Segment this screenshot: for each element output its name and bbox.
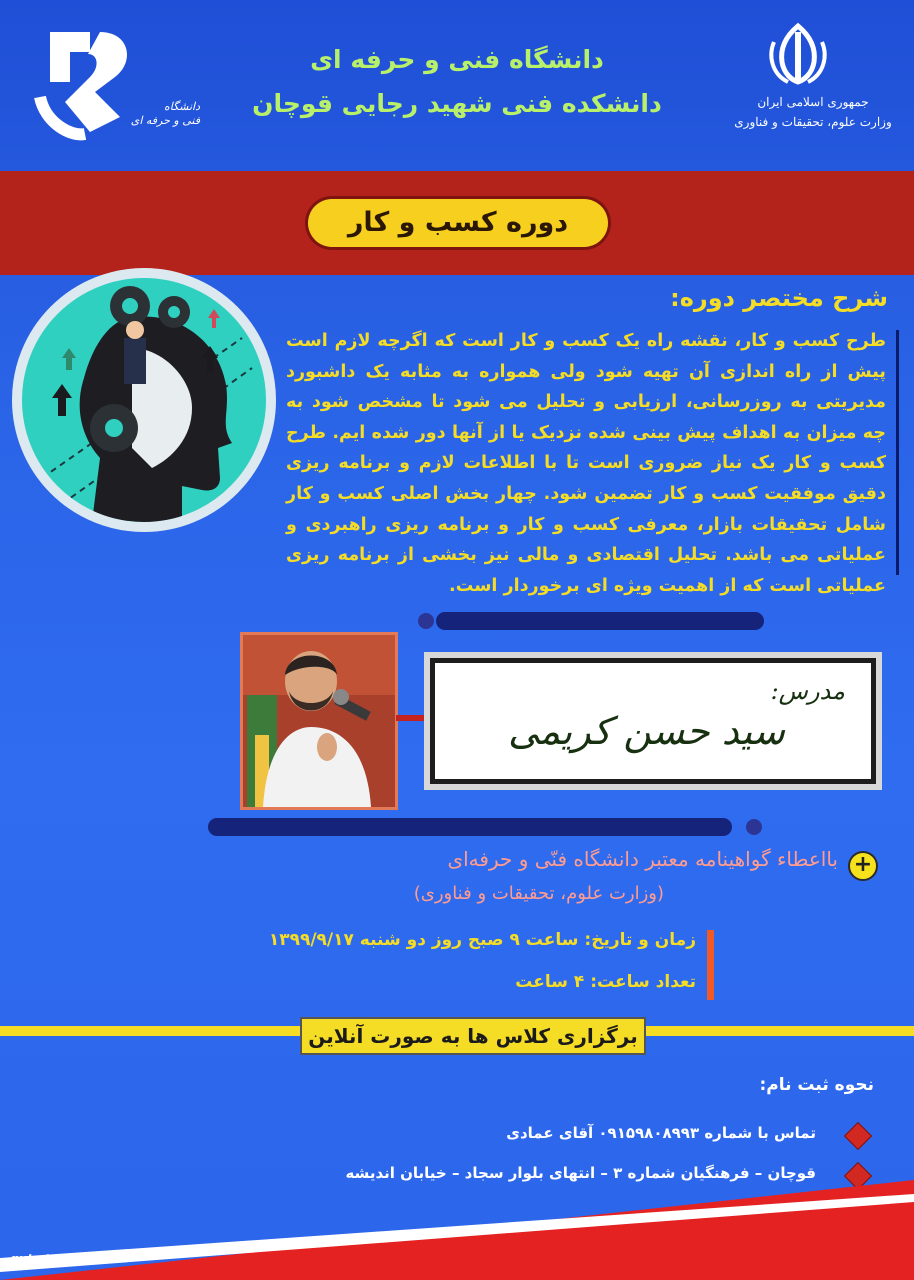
divider-bar-bottom — [208, 818, 732, 836]
teacher-label: مدرس: — [770, 677, 845, 705]
divider-cap-right — [746, 819, 762, 835]
registration-title: نحوه ثبت نام: — [759, 1075, 874, 1095]
online-notice: برگزاری کلاس ها به صورت آنلاین — [308, 1024, 638, 1048]
course-title: دوره کسب و کار — [308, 199, 608, 247]
header-titles — [250, 38, 664, 126]
tvu-line1: دانشگاه — [163, 100, 200, 113]
teacher-name: سید حسن کریمی — [507, 709, 785, 753]
teacher-card — [430, 658, 876, 784]
description-title: شرح مختصر دوره: — [670, 284, 888, 312]
tvu-line2: فنی و حرفه ای — [130, 114, 200, 127]
tvu-text — [100, 100, 200, 128]
certificate-sub: (وزارت علوم، تحقیقات و فناوری) — [413, 883, 664, 904]
teacher-photo-image — [243, 635, 395, 807]
college-title: دانشکده فنی شهید رجایی قوچان — [252, 89, 662, 118]
bullet-diamond-icon — [844, 1122, 872, 1150]
gov-line2: وزارت علوم، تحقیقات و فناوری — [734, 115, 892, 129]
schedule-marker — [707, 930, 714, 1000]
gov-line1: جمهوری اسلامی ایران — [757, 95, 869, 109]
divider-bar-top — [436, 612, 764, 630]
website-link[interactable]: qutc.tvu.ac.ir — [10, 1252, 102, 1266]
divider-cap — [418, 613, 434, 629]
description-divider — [896, 330, 899, 575]
iran-emblem — [764, 22, 832, 88]
plus-icon: + — [848, 851, 878, 881]
business-illustration — [12, 268, 276, 532]
certificate-line: بااعطاء گواهینامه معتبر دانشگاه فنّی و حرفه‌ای — [447, 847, 838, 871]
head-gears-icon — [22, 278, 266, 522]
schedule-datetime: زمان و تاریخ: ساعت ۹ صبح روز دو شنبه ۱۳۹۹/۹/۱۷ — [268, 930, 696, 950]
registration-item: قوچان – فرهنگیان شماره ۳ – انتهای بلوار سجاد – خیابان اندیشه — [345, 1164, 816, 1182]
footer-shape — [0, 1180, 914, 1280]
gov-text — [728, 92, 898, 132]
teacher-photo — [240, 632, 398, 810]
schedule-hours: تعداد ساعت: ۴ ساعت — [515, 972, 696, 992]
registration-item: تماس با شماره ۰۹۱۵۹۸۰۸۹۹۳ آقای عمادی — [506, 1124, 816, 1142]
description-body: طرح کسب و کار، نقشه راه یک کسب و کار است که اگرچه لازم است پیش از راه اندازی آن تهیه شود ولی همواره به مثابه یک داشبورد مدیریتی به روزرسانی، ارزیابی و تحلیل می شود تا مشخص شود به چه میزان به اهداف پیش بینی شده نزدیک یا از آنها دور شده ایم. طرح کسب و کار یک نیاز ضروری است تا با اطلاعات لازم و برنامه ریزی دقیق موفقیت کسب و کار تضمین شود. چهار بخش اصلی کسب و کار شامل تحقیقات بازار، معرفی کسب و کار و برنامه ریزی راهبردی و عملیاتی می باشد. تحلیل اقتصادی و مالی نیز بخشی از برنامه ریزی عملیاتی است که از اهمیت ویژه ای برخوردار است. — [286, 331, 886, 596]
university-title: دانشگاه فنی و حرفه ای — [310, 45, 604, 74]
